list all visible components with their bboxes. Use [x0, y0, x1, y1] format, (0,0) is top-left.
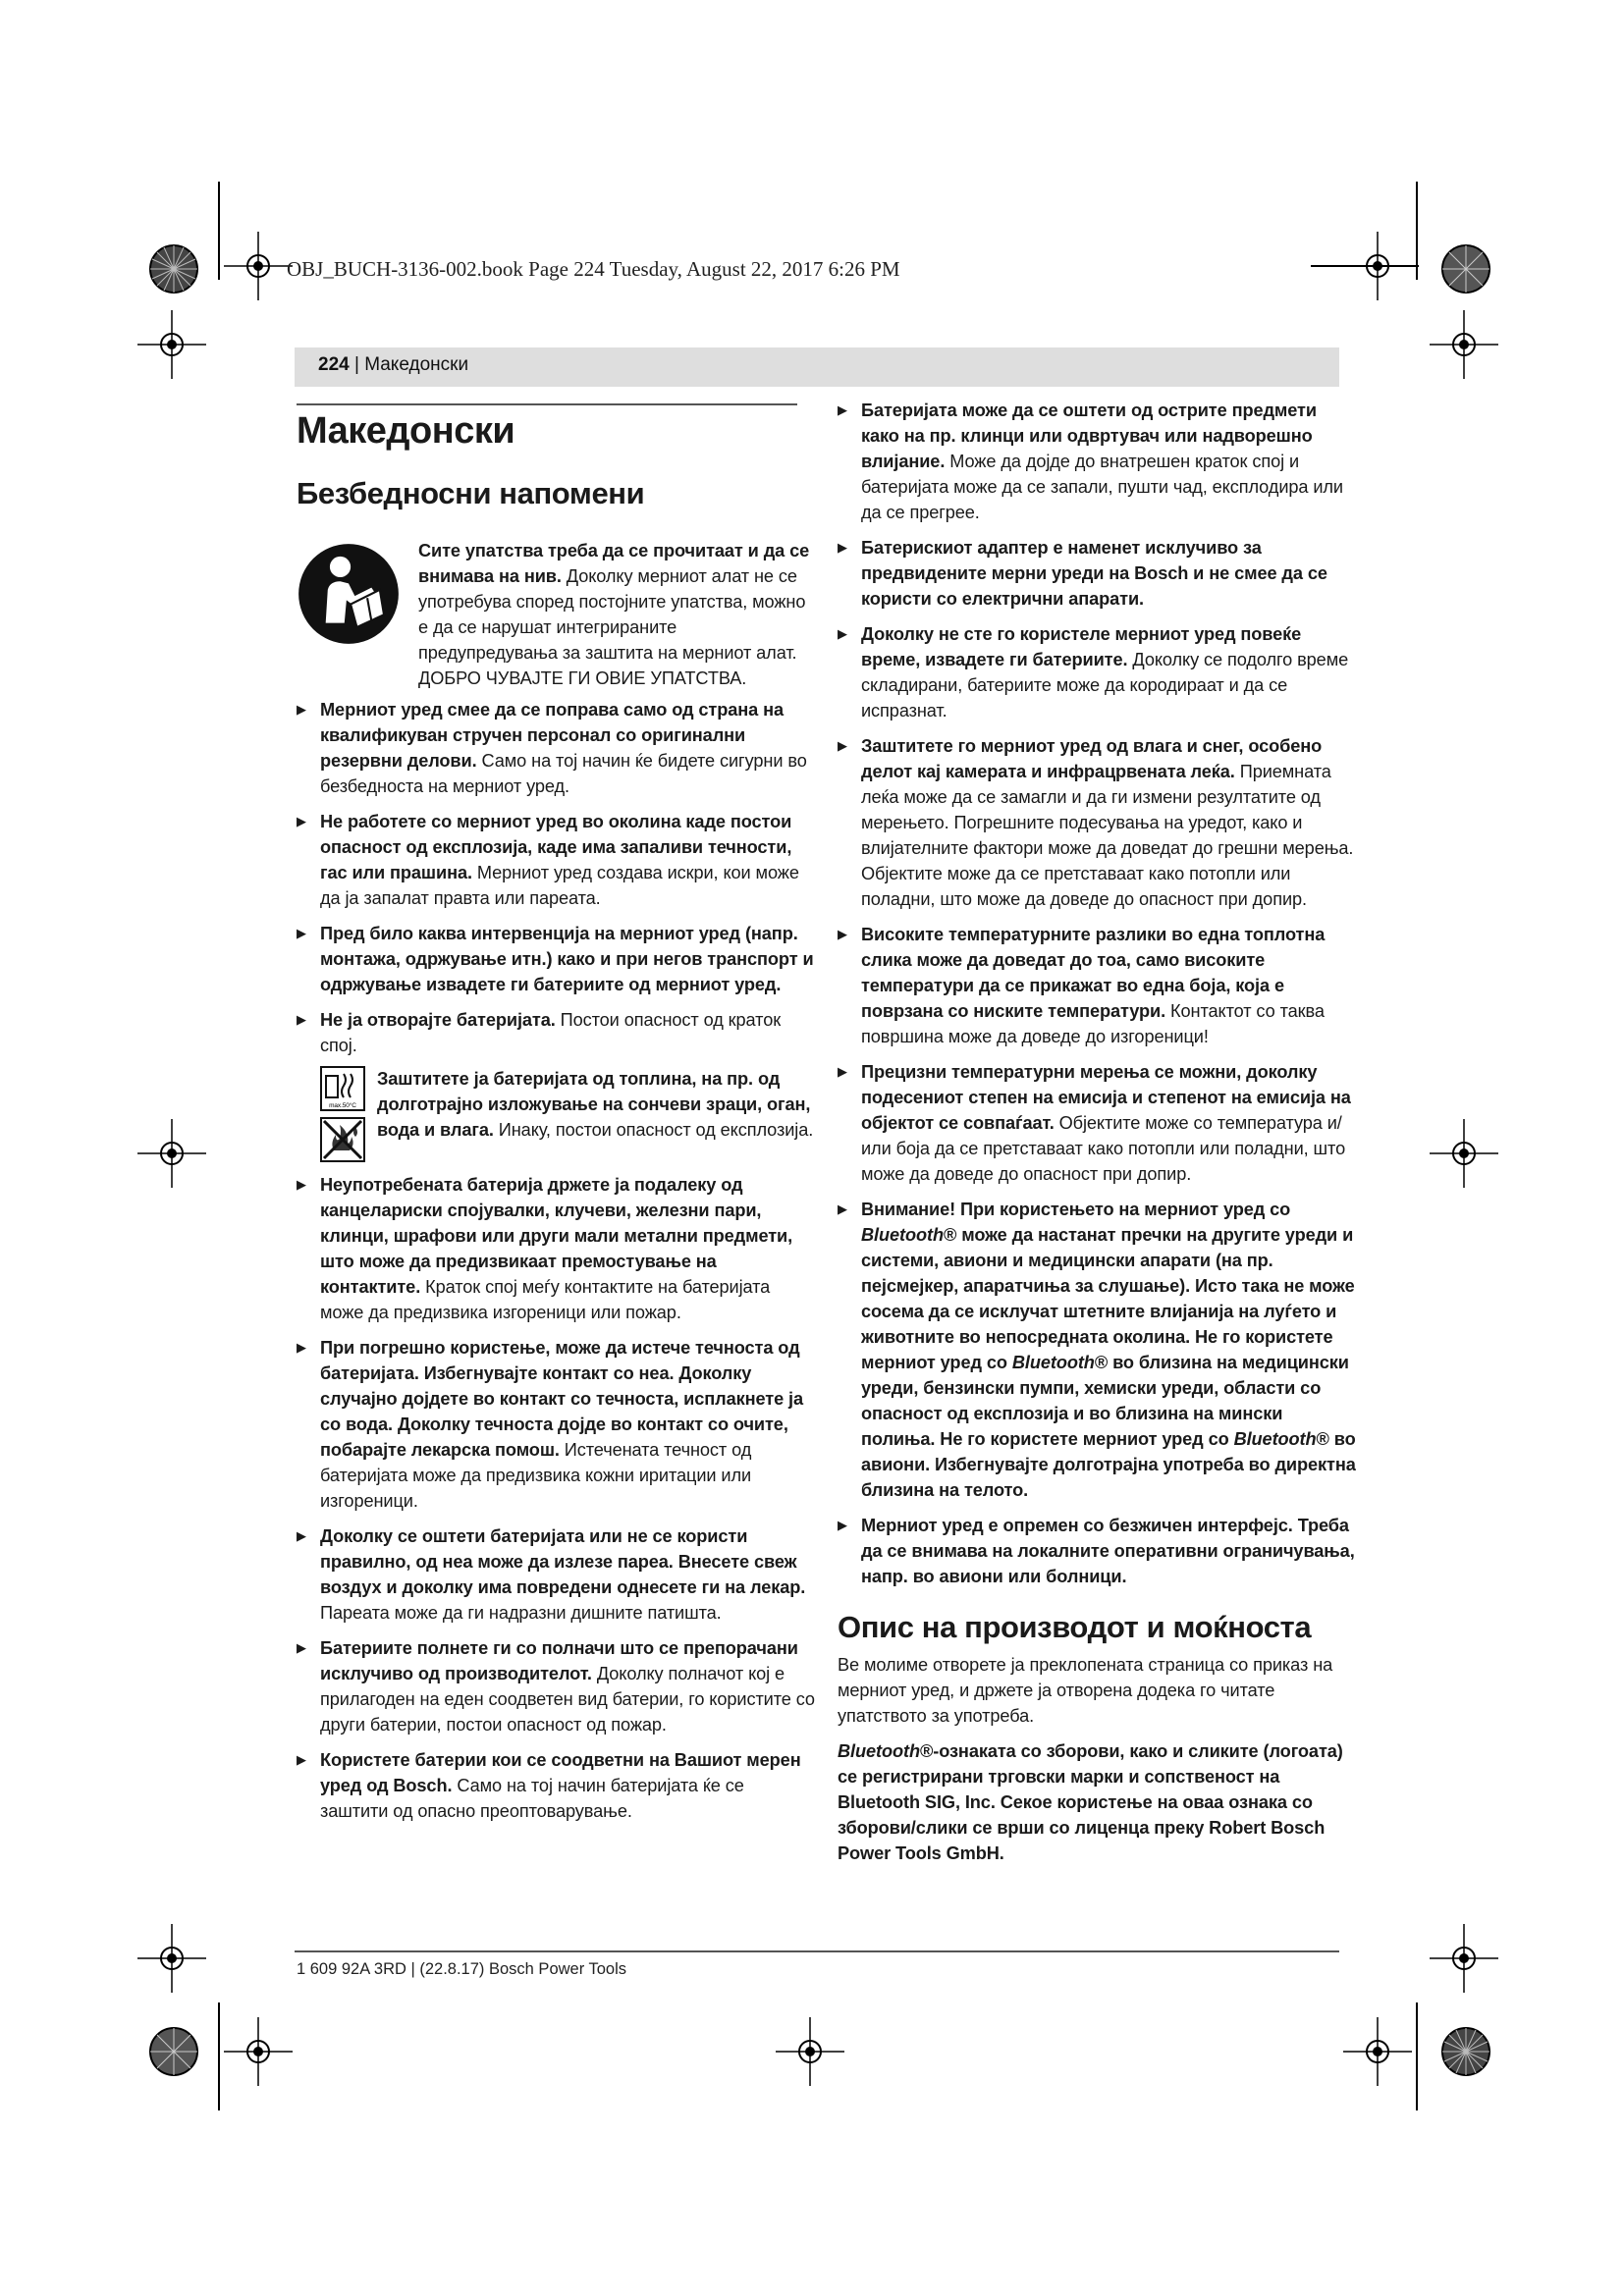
- section-name: Македонски: [364, 354, 469, 375]
- safety-intro: [297, 538, 815, 691]
- page-header: 224 | Македонски: [318, 354, 469, 375]
- item-bold: Доколку се оштети батеријата или не се користи правилно, од неа може да излезе пареа. Внесете свеж воздух и доколку има повредени однесете ги на лекар.: [320, 1526, 806, 1597]
- left-column: [297, 538, 815, 1834]
- list-item: [297, 1172, 815, 1325]
- footer-rule: [295, 1950, 1339, 1952]
- item-text: Истечената течност од батеријата може да предизвика кожни иритации или изгореници.: [320, 1440, 752, 1511]
- item-bold: Батериите полнете ги со полначи што се препорачани исклучиво од производителот.: [320, 1638, 798, 1683]
- bt-text-d: ® во авиони. Избегнувајте долготрајна употреба во директна близина на телото.: [861, 1429, 1356, 1500]
- list-item: [297, 1635, 815, 1737]
- footer: 1 609 92A 3RD | (22.8.17) Bosch Power Tools: [297, 1960, 627, 1978]
- bluetooth-warning: [838, 1197, 1356, 1503]
- list-item: [297, 921, 815, 997]
- item-text: Само на тој начин ќе бидете сигурни во безбедноста на мерниот уред.: [320, 751, 807, 796]
- item-bold: Мерниот уред е опремен со безжичен интерфејс. Треба да се внимава на локалните оперативни ограничувања, напр. во авиони или болници.: [861, 1516, 1355, 1586]
- list-item: [838, 535, 1356, 612]
- crosshair-mark-icon: [776, 2017, 844, 2086]
- item-bold: При погрешно користење, може да истече течноста од батеријата. Избегнувајте контакт со неа. Доколку случајно дојдете во контакт со течноста, исплакнете ја со вода. Доколку течноста дојде во контакт со очите, побарајте лекарска помош.: [320, 1338, 804, 1460]
- heat-warning: [320, 1066, 815, 1162]
- safety-heading: Безбедносни напомени: [297, 476, 645, 510]
- title-rule: [297, 403, 797, 405]
- list-item: [297, 809, 815, 911]
- item-text: Контактот со таква површина може да доведе до изгореници!: [861, 1001, 1325, 1046]
- item-bold: Прецизни температурни мерења се можни, доколку подесениот степен на емисија и степенот на емисија на објектот се совпаѓаат.: [861, 1062, 1351, 1133]
- item-text: Само на тој начин батеријата ќе се заштити од опасно преоптоварување.: [320, 1776, 744, 1821]
- list-item: [838, 398, 1356, 525]
- item-bold: Високите температурните разлики во една топлотна слика може да доведат до тоа, само високите температури да се прикажат во една боја, која е поврзана со ниските температури.: [861, 925, 1326, 1021]
- heat-text: [377, 1066, 815, 1162]
- crop-line: [1311, 265, 1419, 267]
- registration-mark-icon: [1436, 2022, 1495, 2081]
- heat-body: Инаку, постои опасност од експлозија.: [493, 1120, 814, 1140]
- intro-bold: Сите упатства треба да се прочитаат и да се внимава на нив.: [418, 541, 810, 586]
- right-column: [838, 398, 1356, 1876]
- registration-mark-icon: [1436, 240, 1495, 298]
- list-item: [838, 922, 1356, 1049]
- crop-line: [218, 182, 220, 280]
- product-heading: Опис на производот и моќноста: [838, 1610, 1312, 1644]
- crop-line: [1416, 2002, 1418, 2110]
- item-text: Доколку се подолго време складирани, батериите може да кородираат и да се испразнат.: [861, 650, 1349, 721]
- heat-icon-label: max.50°C: [329, 1102, 356, 1109]
- read-manual-icon: [297, 542, 401, 646]
- list-item: [838, 733, 1356, 912]
- list-item: [297, 1007, 815, 1058]
- crop-line: [218, 2002, 220, 2110]
- list-item: [838, 621, 1356, 723]
- heat-bold: Заштитете ја батеријата од топлина, на пр. од долготрајно изложување на сончеви зраци, оган, вода и влага.: [377, 1069, 811, 1140]
- product-paragraph: Ве молиме отворете ја преклопената страница со приказ на мерниот уред, и држете ја отворена додека го читате упатството за употреба.: [838, 1655, 1333, 1726]
- registration-mark-icon: [144, 2022, 203, 2081]
- item-bold: Заштитете го мерниот уред од влага и снег, особено делот кај камерата и инфрацрвената леќа.: [861, 736, 1323, 781]
- item-bold: Не работете со мерниот уред во околина каде постои опасност од експлозија, каде има запаливи течности, гас или прашина.: [320, 812, 792, 882]
- list-item: [297, 697, 815, 799]
- item-text: Приемната леќа може да се замагли и да ги измени резултатите од мерењето. Погрешните подесувања на уредот, како и влијателните фактори може да доведат до грешни мерења. Објектите може да се претставаат како потопли или поладни, што може да доведе до опасност при допир.: [861, 762, 1354, 909]
- crosshair-mark-icon: [137, 1119, 206, 1188]
- page-title: Македонски: [297, 410, 515, 452]
- registration-mark-icon: [144, 240, 203, 298]
- item-bold: Батеријата може да се оштети од острите предмети како на пр. клинци или одвртувач или надворешно влијание.: [861, 400, 1317, 471]
- crosshair-mark-icon: [224, 232, 293, 300]
- item-bold: Мерниот уред смее да се поправа само од страна на квалификуван стручен персонал со оригинални резервни делови.: [320, 700, 785, 771]
- bluetooth-term: Bluetooth: [1233, 1429, 1317, 1449]
- no-fire-water-icon: [320, 1117, 365, 1162]
- sun-heat-icon: [320, 1066, 365, 1111]
- item-text: Мерниот уред создава искри, кои може да ја запалат правта или пареата.: [320, 863, 799, 908]
- heat-icons: [320, 1066, 365, 1162]
- item-bold: Неупотребената батерија држете ја подалеку од канцелариски спојувалки, клучеви, железни пари, клинци, шрафови или други мали метални предмети, што може да предизвикаат премостување на контактите.: [320, 1175, 793, 1297]
- intro-body: Доколку мерниот алат не се употребува според постојните упатства, можно е да се нарушат интегрираните предупредувања за заштита на мерниот алат. ДОБРО ЧУВАЈТЕ ГИ ОВИЕ УПАТСТВА.: [418, 566, 806, 688]
- crosshair-mark-icon: [224, 2017, 293, 2086]
- item-text: Краток спој меѓу контактите на батеријата може да предизвика изгореници или пожар.: [320, 1277, 771, 1322]
- bt-text-a: Внимание! При користењето на мерниот уред со: [861, 1200, 1291, 1219]
- bt-text-c: ® во близина на медицински уреди, бензински пумпи, хемиски уреди, области со опасност од експлозија и во близина на мински полиња. Не го користете мерниот уред со: [861, 1353, 1349, 1449]
- list-item: [297, 1335, 815, 1514]
- page-number: 224: [318, 354, 350, 375]
- item-text: Постои опасност од краток спој.: [320, 1010, 782, 1055]
- item-text: Пареата може да ги надразни дишните патишта.: [320, 1603, 722, 1623]
- bluetooth-term: Bluetooth: [838, 1741, 920, 1761]
- item-text: Доколку полначот кој е прилагоден на еден соодветен вид батерии, го користите со други батерии, постои опасност од пожар.: [320, 1664, 815, 1735]
- list-item: [838, 1059, 1356, 1187]
- item-bold: Батерискиот адаптер е наменет исклучиво за предвидените мерни уреди на Bosch и не смее да се користи со електрични апарати.: [861, 538, 1327, 609]
- item-text: Може да дојде до внатрешен краток спој и батеријата може да се запали, пушти чад, експлодира или да се прегрее.: [861, 452, 1343, 522]
- bt-text-b: ® може да настанат пречки на другите уреди и системи, авиони и медицински апарати (на пр. пејсмејкер, апаратчиња за слушање). Исто така не може сосема да се исклучат штетните влијанија на луѓето и животните во непосредната околина. Не го користете мерниот уред со: [861, 1225, 1355, 1372]
- trademark-text: ®-ознаката со зборови, како и сликите (логоата) се регистрирани трговски марки и сопственост на Bluetooth SIG, Inc. Секое користење на оваа ознака со зборови/слики се врши со лиценца преку Robert Bosch Power Tools GmbH.: [838, 1741, 1343, 1863]
- item-bold: Доколку не сте го користеле мерниот уред повеќе време, извадете ги батериите.: [861, 624, 1302, 669]
- trademark-paragraph: [838, 1738, 1356, 1866]
- bluetooth-term: Bluetooth: [1011, 1353, 1095, 1372]
- print-slug: OBJ_BUCH-3136-002.book Page 224 Tuesday, August 22, 2017 6:26 PM: [287, 257, 900, 281]
- item-bold: Користете батерии кои се соодветни на Вашиот мерен уред од Bosch.: [320, 1750, 801, 1795]
- crosshair-mark-icon: [1430, 1924, 1498, 1993]
- item-text: Објектите може со температура и/или боја да се претставаат како потопли или поладни, што може да доведе до опасност при допир.: [861, 1113, 1346, 1184]
- list-item: [297, 1747, 815, 1824]
- item-bold: Пред било каква интервенција на мерниот уред (напр. монтажа, одржување итн.) како и при негов транспорт и одржување извадете ги батериите од мерниот уред.: [320, 924, 814, 994]
- list-item: [297, 1523, 815, 1626]
- crosshair-mark-icon: [1430, 310, 1498, 379]
- crosshair-mark-icon: [1430, 1119, 1498, 1188]
- crosshair-mark-icon: [137, 1924, 206, 1993]
- intro-text: [418, 538, 815, 691]
- item-bold: Не ја отворајте батеријата.: [320, 1010, 556, 1030]
- crosshair-mark-icon: [137, 310, 206, 379]
- crosshair-mark-icon: [1343, 2017, 1412, 2086]
- bluetooth-term: Bluetooth: [861, 1225, 944, 1245]
- list-item: [838, 1513, 1356, 1589]
